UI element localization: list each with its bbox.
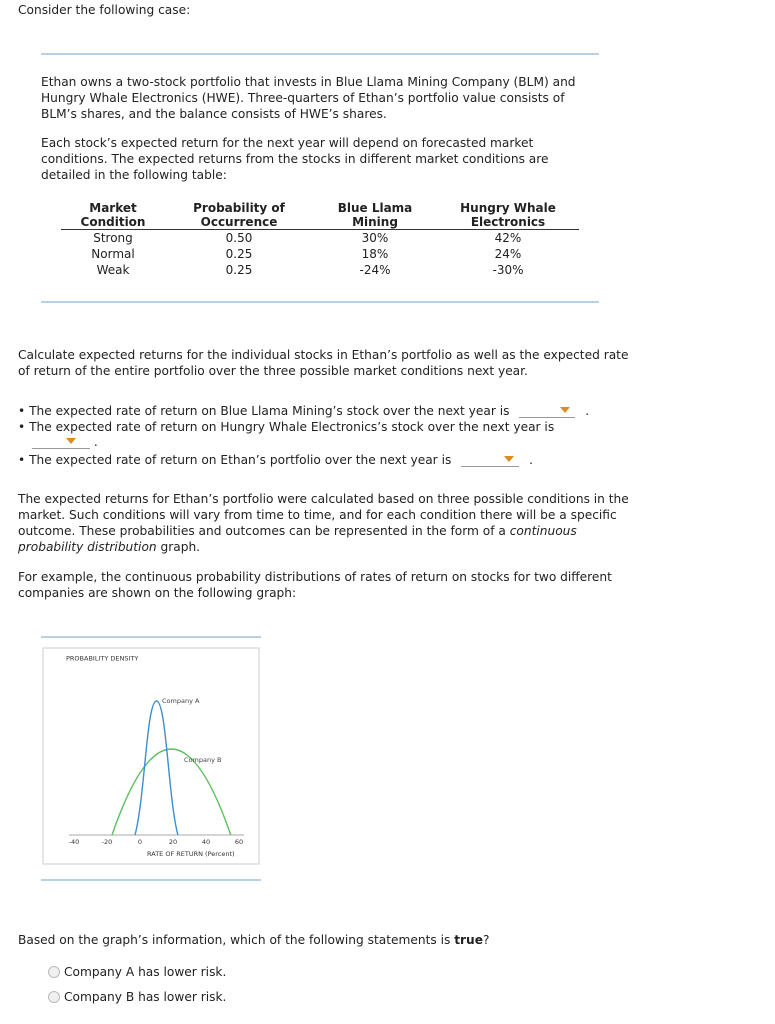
x-tick-label: 60 <box>234 838 244 846</box>
table-row: Weak 0.25 -24% -30% <box>96 263 524 277</box>
option-a-label[interactable]: Company A has lower risk. <box>64 965 227 979</box>
probability-chart <box>41 647 261 867</box>
option-b-label[interactable]: Company B has lower risk. <box>64 990 227 1004</box>
intro-text: Consider the following case: <box>18 3 191 17</box>
x-axis-label: RATE OF RETURN (Percent) <box>147 850 235 858</box>
header-market-condition: Market Condition <box>80 201 146 229</box>
bullet-blm: • The expected rate of return on Blue Llama Mining’s stock over the next year is . <box>18 404 590 418</box>
table-row: Normal 0.25 18% 24% <box>91 247 522 261</box>
chevron-down-icon <box>560 407 570 413</box>
chevron-down-icon <box>66 438 76 444</box>
option-a-radio[interactable] <box>48 966 60 978</box>
x-tick-label: -40 <box>68 838 80 846</box>
company-a-label: Company A <box>162 697 200 705</box>
table-row: Strong 0.50 30% 42% <box>93 231 522 245</box>
chevron-down-icon <box>504 456 514 462</box>
company-b-label: Company B <box>184 756 222 764</box>
chart-top-rule <box>41 636 261 638</box>
x-tick-label: 0 <box>137 838 143 846</box>
x-tick-label: 20 <box>168 838 178 846</box>
x-tick-label: 40 <box>201 838 211 846</box>
header-blue-llama: Blue Llama Mining <box>337 201 413 229</box>
chart-bottom-rule <box>41 879 261 881</box>
header-hungry-whale: Hungry Whale Electronics <box>460 201 556 229</box>
option-b-radio[interactable] <box>48 991 60 1003</box>
question-text: Based on the graph’s information, which of the following statements is true? <box>18 933 490 947</box>
header-probability: Probability of Occurrence <box>193 201 285 229</box>
x-tick-label: -20 <box>101 838 113 846</box>
case-bottom-rule <box>41 301 599 303</box>
hwe-return-dropdown[interactable] <box>32 436 90 449</box>
calc-prompt: Calculate expected returns for the individual stocks in Ethan’s portfolio as well as the expected rate of return of the entire portfolio over the three possible market conditions next year. <box>18 348 629 378</box>
portfolio-return-dropdown[interactable] <box>461 454 519 467</box>
distribution-paragraph-1: The expected returns for Ethan’s portfolio were calculated based on three possible conditions in the market. Such conditions will vary from time to time, and for each condition there will be a specific outcome. These probabilities and outcomes can be represented in the form of a continuous probability distribution graph. <box>18 492 629 554</box>
blm-return-dropdown[interactable] <box>519 405 575 418</box>
y-axis-label: PROBABILITY DENSITY <box>66 654 139 663</box>
case-paragraph-2: Each stock’s expected return for the next year will depend on forecasted market conditions. The expected returns from the stocks in different market conditions are detailed in the following table: <box>41 136 549 182</box>
hwe-dropdown-row: . <box>32 434 98 450</box>
case-top-rule <box>41 53 599 55</box>
bullet-hwe: • The expected rate of return on Hungry Whale Electronics’s stock over the next year is <box>18 420 555 434</box>
case-paragraph-1: Ethan owns a two-stock portfolio that invests in Blue Llama Mining Company (BLM) and Hungry Whale Electronics (HWE). Three-quarters of Ethan’s portfolio value consists of BLM’s shares, and the balance consists of HWE’s shares. <box>41 75 576 121</box>
returns-table <box>61 201 579 278</box>
bullet-portfolio: • The expected rate of return on Ethan’s portfolio over the next year is . <box>18 453 533 467</box>
distribution-paragraph-2: For example, the continuous probability distributions of rates of return on stocks for two different companies are shown on the following graph: <box>18 570 612 600</box>
